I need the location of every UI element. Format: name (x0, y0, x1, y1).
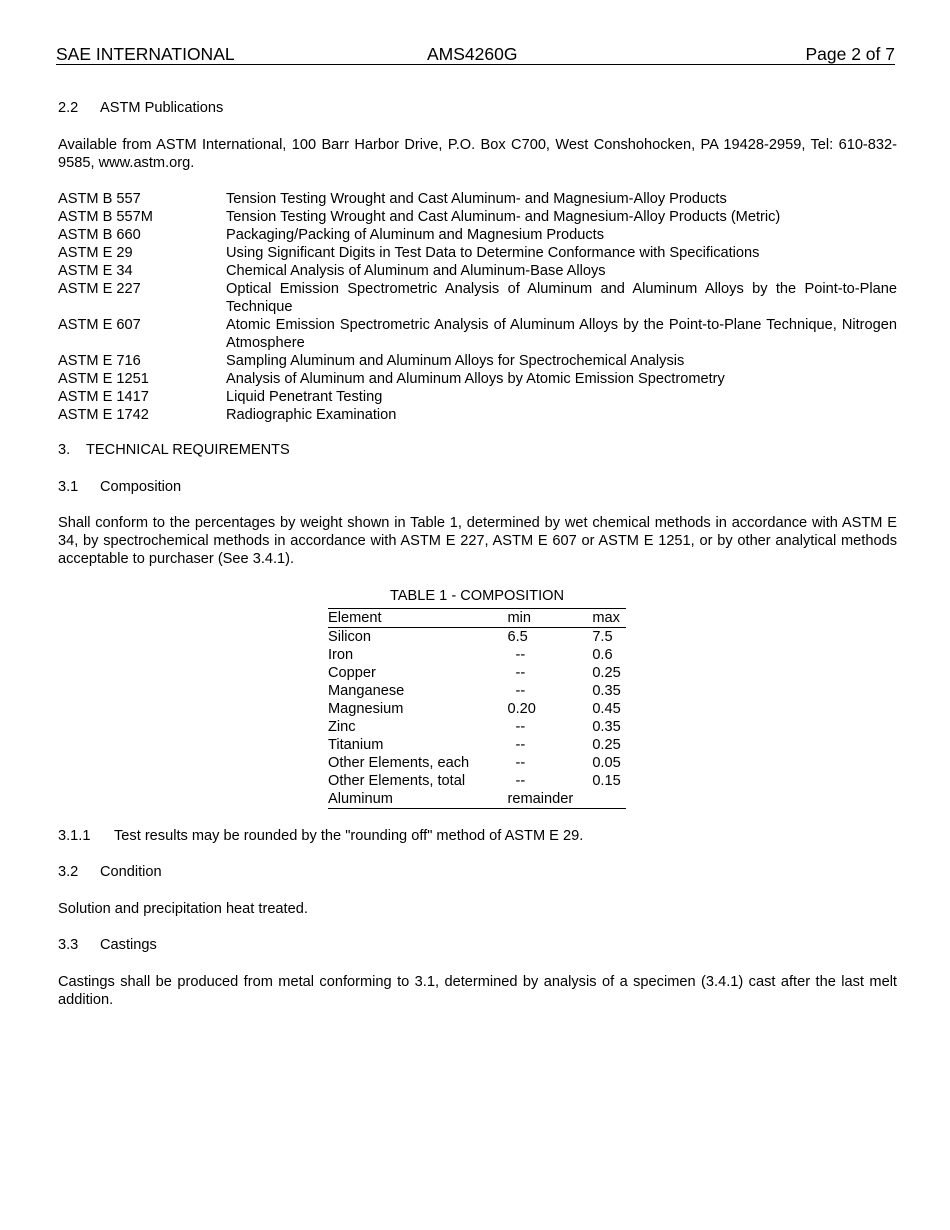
min-cell: -- (515, 665, 526, 681)
castings-paragraph: Castings shall be produced from metal conforming to 3.1, determined by analysis of a specimen (3.4.1) cast after the last melt addition. (58, 974, 897, 1008)
table-row (328, 754, 626, 772)
reference-row (58, 226, 897, 244)
element-cell: Titanium (328, 737, 384, 753)
element-cell: Manganese (328, 683, 405, 699)
column-header-element: Element (328, 609, 508, 628)
reference-row (58, 388, 897, 406)
section-3-title: TECHNICAL REQUIREMENTS (86, 442, 290, 458)
element-cell: Other Elements, each (328, 755, 470, 771)
reference-row (58, 244, 897, 262)
composition-table (328, 608, 626, 809)
min-cell: -- (515, 683, 526, 699)
section-3-2-title: Condition (100, 864, 162, 880)
section-3-1-title: Composition (100, 479, 182, 495)
reference-row (58, 262, 897, 280)
element-cell: Aluminum (328, 790, 508, 809)
header-document-number: AMS4260G (427, 44, 518, 64)
reference-row (58, 280, 897, 316)
max-cell: 0.6 (592, 647, 613, 663)
reference-title: Analysis of Aluminum and Aluminum Alloys by Atomic Emission Spectrometry (226, 371, 725, 387)
reference-row (58, 316, 897, 352)
reference-title: Tension Testing Wrought and Cast Aluminum- and Magnesium-Alloy Products (Metric) (226, 209, 781, 225)
section-2-2-title: ASTM Publications (100, 100, 224, 116)
table-1-title: TABLE 1 - COMPOSITION (389, 588, 565, 604)
composition-paragraph: Shall conform to the percentages by weight shown in Table 1, determined by wet chemical methods in accordance with ASTM E 34, by spectrochemical methods in accordance with ASTM E 227, ASTM E 607 or ASTM E 1251, or by other analytical methods acceptable to purchaser (See 3.4.1). (58, 515, 897, 567)
reference-code: ASTM E 34 (58, 263, 133, 279)
reference-title: Sampling Aluminum and Aluminum Alloys for Spectrochemical Analysis (226, 353, 685, 369)
min-cell: -- (515, 647, 526, 663)
min-cell: -- (515, 755, 526, 771)
reference-code: ASTM E 716 (58, 353, 141, 369)
reference-title: Chemical Analysis of Aluminum and Aluminum-Base Alloys (226, 263, 606, 279)
min-cell: -- (515, 719, 526, 735)
section-3-1-1-text: Test results may be rounded by the "rounding off" method of ASTM E 29. (114, 828, 584, 844)
reference-title: Radiographic Examination (226, 407, 397, 423)
element-cell: Zinc (328, 719, 356, 735)
astm-availability-paragraph: Available from ASTM International, 100 Barr Harbor Drive, P.O. Box C700, West Conshohocken, PA 19428-2959, Tel: 610-832-9585, www.astm.org. (58, 137, 897, 171)
column-header-min: min (508, 609, 593, 628)
min-cell: -- (515, 773, 526, 789)
element-cell: Silicon (328, 629, 371, 645)
section-3-3-heading (58, 936, 157, 954)
reference-code: ASTM E 29 (58, 245, 133, 261)
reference-code: ASTM B 660 (58, 227, 141, 243)
column-header-max: max (592, 609, 626, 628)
reference-title: Packaging/Packing of Aluminum and Magnesium Products (226, 227, 605, 243)
reference-row (58, 208, 897, 226)
max-cell: 0.25 (592, 665, 621, 681)
section-3-heading (58, 441, 290, 459)
table-row (328, 718, 626, 736)
max-cell: 0.25 (592, 737, 621, 753)
reference-title: Optical Emission Spectrometric Analysis of Aluminum and Aluminum Alloys by the Point-to-Plane Technique (226, 281, 897, 315)
reference-title: Liquid Penetrant Testing (226, 389, 383, 405)
element-cell: Iron (328, 647, 354, 663)
section-2-2-heading (58, 99, 223, 117)
section-3-1-number: 3.1 (58, 479, 79, 495)
section-3-1-heading (58, 478, 181, 496)
table-row (328, 646, 626, 664)
reference-code: ASTM B 557M (58, 209, 153, 225)
reference-code: ASTM E 1251 (58, 371, 149, 387)
element-cell: Other Elements, total (328, 773, 466, 789)
element-cell: Copper (328, 665, 376, 681)
reference-code: ASTM B 557 (58, 191, 141, 207)
table-row (328, 772, 626, 790)
section-3-2-number: 3.2 (58, 864, 79, 880)
section-3-1-1-heading (58, 827, 583, 845)
table-row (328, 700, 626, 718)
max-cell (592, 790, 626, 809)
table-row (328, 736, 626, 754)
max-cell: 0.15 (592, 773, 621, 789)
reference-code: ASTM E 1742 (58, 407, 149, 423)
section-3-3-title: Castings (100, 937, 157, 953)
reference-row (58, 190, 897, 208)
reference-row (58, 352, 897, 370)
max-cell: 0.05 (592, 755, 621, 771)
header-organization: SAE INTERNATIONAL (56, 44, 235, 64)
reference-code: ASTM E 607 (58, 317, 141, 333)
section-3-1-1-number: 3.1.1 (58, 828, 91, 844)
max-cell: 0.45 (592, 701, 621, 717)
table-row (328, 628, 626, 647)
reference-row (58, 406, 897, 424)
min-cell: remainder (508, 790, 593, 809)
page-header (56, 44, 895, 65)
max-cell: 0.35 (592, 719, 621, 735)
min-cell: 0.20 (507, 701, 536, 717)
astm-reference-list (58, 190, 897, 424)
max-cell: 7.5 (592, 629, 613, 645)
reference-code: ASTM E 227 (58, 281, 141, 297)
min-cell: -- (515, 737, 526, 753)
reference-code: ASTM E 1417 (58, 389, 149, 405)
section-2-2-number: 2.2 (58, 100, 79, 116)
table-header-row (328, 609, 626, 628)
header-page-number: Page 2 of 7 (805, 44, 895, 64)
section-3-3-number: 3.3 (58, 937, 79, 953)
section-3-2-heading (58, 863, 162, 881)
reference-title: Atomic Emission Spectrometric Analysis of Aluminum Alloys by the Point-to-Plane Technique, Nitrogen Atmosphere (226, 317, 897, 351)
min-cell: 6.5 (507, 629, 528, 645)
reference-title: Using Significant Digits in Test Data to Determine Conformance with Specifications (226, 245, 760, 261)
reference-row (58, 370, 897, 388)
max-cell: 0.35 (592, 683, 621, 699)
condition-paragraph: Solution and precipitation heat treated. (58, 901, 308, 917)
section-3-number: 3. (58, 442, 71, 458)
table-row (328, 682, 626, 700)
reference-title: Tension Testing Wrought and Cast Aluminum- and Magnesium-Alloy Products (226, 191, 727, 207)
element-cell: Magnesium (328, 701, 404, 717)
table-row (328, 664, 626, 682)
table-row (328, 790, 626, 809)
